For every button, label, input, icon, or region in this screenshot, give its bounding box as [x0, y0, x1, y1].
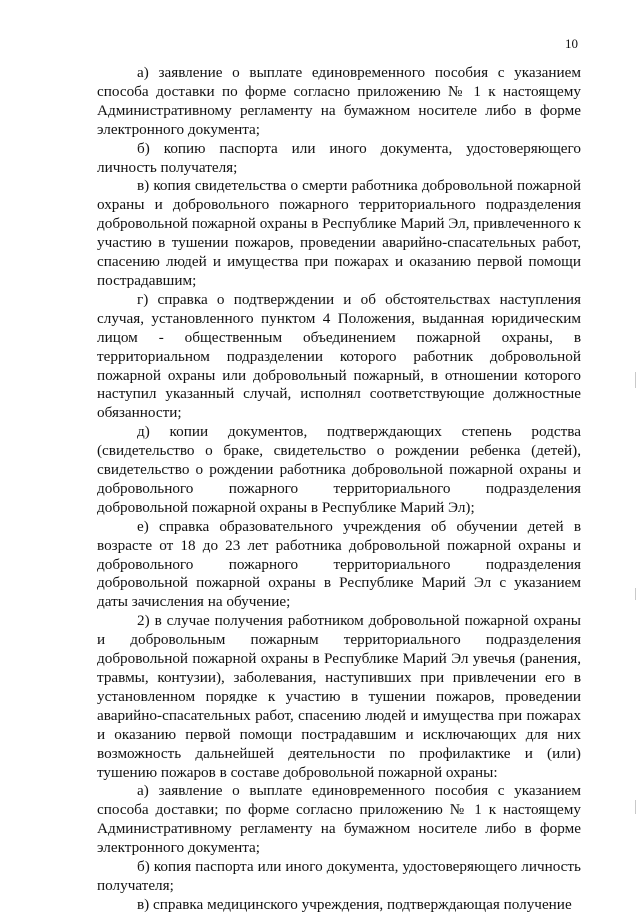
paragraph-1c: в) копия свидетельства о смерти работника добровольной пожарной охраны и добровольного пожарного территориального подразделения добровольной пожарной охраны в Республике Марий Эл, привлеченного к участию в тушении пожаров, проведении аварийно-спасательных работ, спасению людей и имущества при пожарах и оказанию первой помощи пострадавшим; [97, 177, 581, 289]
paragraph-2b: б) копия паспорта или иного документа, удостоверяющего личность получателя; [97, 858, 581, 894]
paragraph-2: 2) в случае получения работником добровольной пожарной охраны и добровольным пожарным территориального подразделения добровольной пожарной охраны в Республике Марий Эл увечья (ранения, травмы, контузии), заболевания, наступивших при привлечении его в установленном порядке к участию в тушении пожаров, проведении аварийно-спасательных работ, спасению людей и имущества при пожарах и оказанию первой помощи пострадавшим и исключающих для них возможность дальнейшей деятельности по профилактике и (или) тушению пожаров в составе добровольной пожарной охраны: [97, 612, 581, 781]
paragraph-1b: б) копию паспорта или иного документа, удостоверяющего личность получателя; [97, 139, 581, 176]
paragraph-1d: г) справка о подтверждении и об обстоятельствах наступления случая, установленного пунктом 4 Положения, выданная юридическим лицом - общественным объединением пожарной охраны, в территориальном подразделении которого работник добровольной пожарной охраны или добровольный пожарный, в отношении которого наступил указанный случай, исполнял соответствующие должностные обязанности; [97, 290, 581, 422]
paragraph-2a: а) заявление о выплате единовременного пособия с указанием способа доставки; по форме согласно приложению № 1 к настоящему Административному регламенту на бумажном носителе либо в форме электронного документа; [97, 782, 581, 857]
paragraph-1a: а) заявление о выплате единовременного пособия с указанием способа доставки по форме согласно приложению № 1 к настоящему Административному регламенту на бумажном носителе либо в форме электронного документа; [97, 64, 581, 138]
document-body [97, 64, 581, 915]
scan-edge-mark [635, 800, 636, 814]
paragraph-1f: е) справка образовательного учреждения об обучении детей в возрасте от 18 до 23 лет работника добровольной пожарной охраны и добровольного пожарного территориального подразделения добровольной пожарной охраны в Республике Марий Эл с указанием даты зачисления на обучение; [97, 517, 581, 611]
scan-edge-mark [635, 372, 636, 388]
scan-edge-mark [635, 588, 636, 600]
paragraph-1e: д) копии документов, подтверждающих степень родства (свидетельство о браке, свидетельство о рождении ребенка (детей), свидетельство о рождении работника добровольной пожарной охраны и добровольного пожарного территориального подразделения добровольной пожарной охраны в Республике Марий Эл); [97, 423, 581, 516]
paragraph-2c: в) справка медицинского учреждения, подтверждающая получение [137, 895, 572, 913]
page-number: 10 [565, 36, 578, 51]
